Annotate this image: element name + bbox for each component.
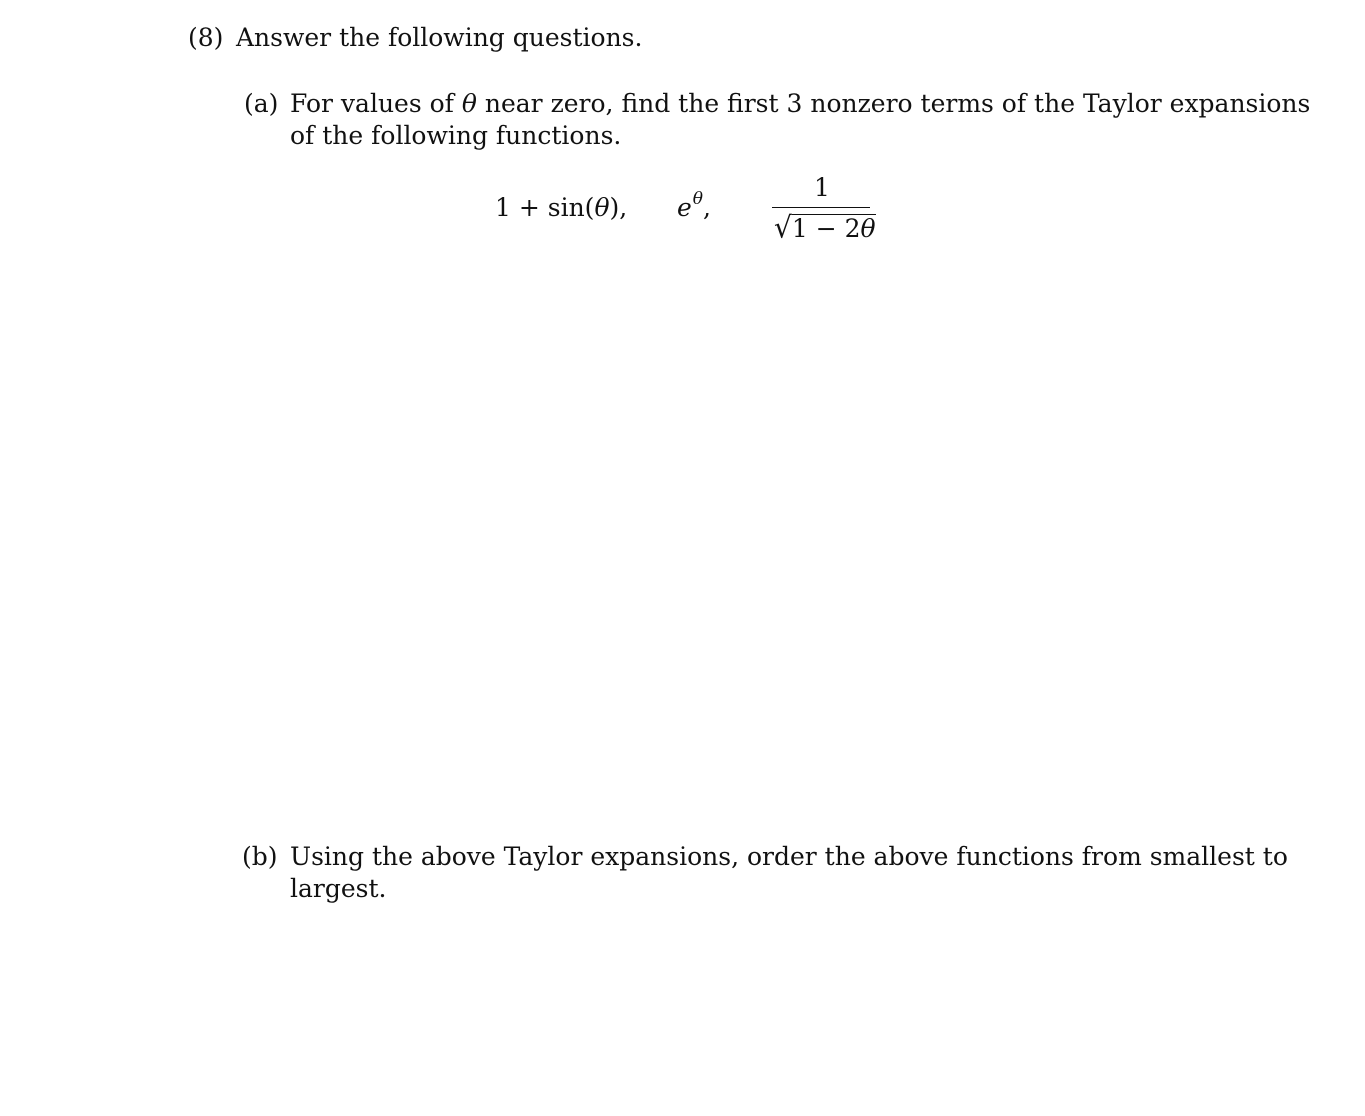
part-b-line-1: Using the above Taylor expansions, order the above functions from smallest to — [290, 842, 1288, 871]
radicand — [792, 214, 876, 242]
part-a-line-2: of the following functions. — [290, 121, 622, 150]
radical-sign: √ — [774, 210, 792, 245]
fraction-numerator: 1 — [814, 173, 830, 202]
part-b-line-2: largest. — [290, 874, 387, 903]
part-a-label: (a) — [244, 89, 279, 118]
theta-symbol: θ — [461, 89, 477, 118]
exponential-exponent: θ — [692, 189, 704, 209]
part-a-text-before-theta: For values of — [290, 89, 462, 118]
question-title: Answer the following questions. — [236, 23, 643, 52]
exponential-base: e — [677, 193, 692, 222]
fraction-bar — [772, 207, 870, 208]
fraction-denominator — [774, 210, 876, 245]
radicand-variable: θ — [860, 214, 876, 243]
function-one-plus-sin — [495, 192, 627, 224]
function-exponential — [677, 189, 711, 227]
function-one-prefix: 1 + sin( — [495, 193, 595, 222]
exponential-suffix: , — [703, 193, 711, 222]
function-one-variable: θ — [594, 193, 610, 222]
part-b-label: (b) — [242, 842, 278, 871]
part-a-line-1 — [290, 88, 1310, 120]
question-number: (8) — [188, 23, 224, 52]
part-a-text-after-theta: near zero, find the first 3 nonzero terms of the Taylor expansions — [476, 89, 1311, 118]
function-one-suffix: ), — [609, 193, 628, 222]
radicand-prefix: 1 − 2 — [791, 214, 861, 243]
